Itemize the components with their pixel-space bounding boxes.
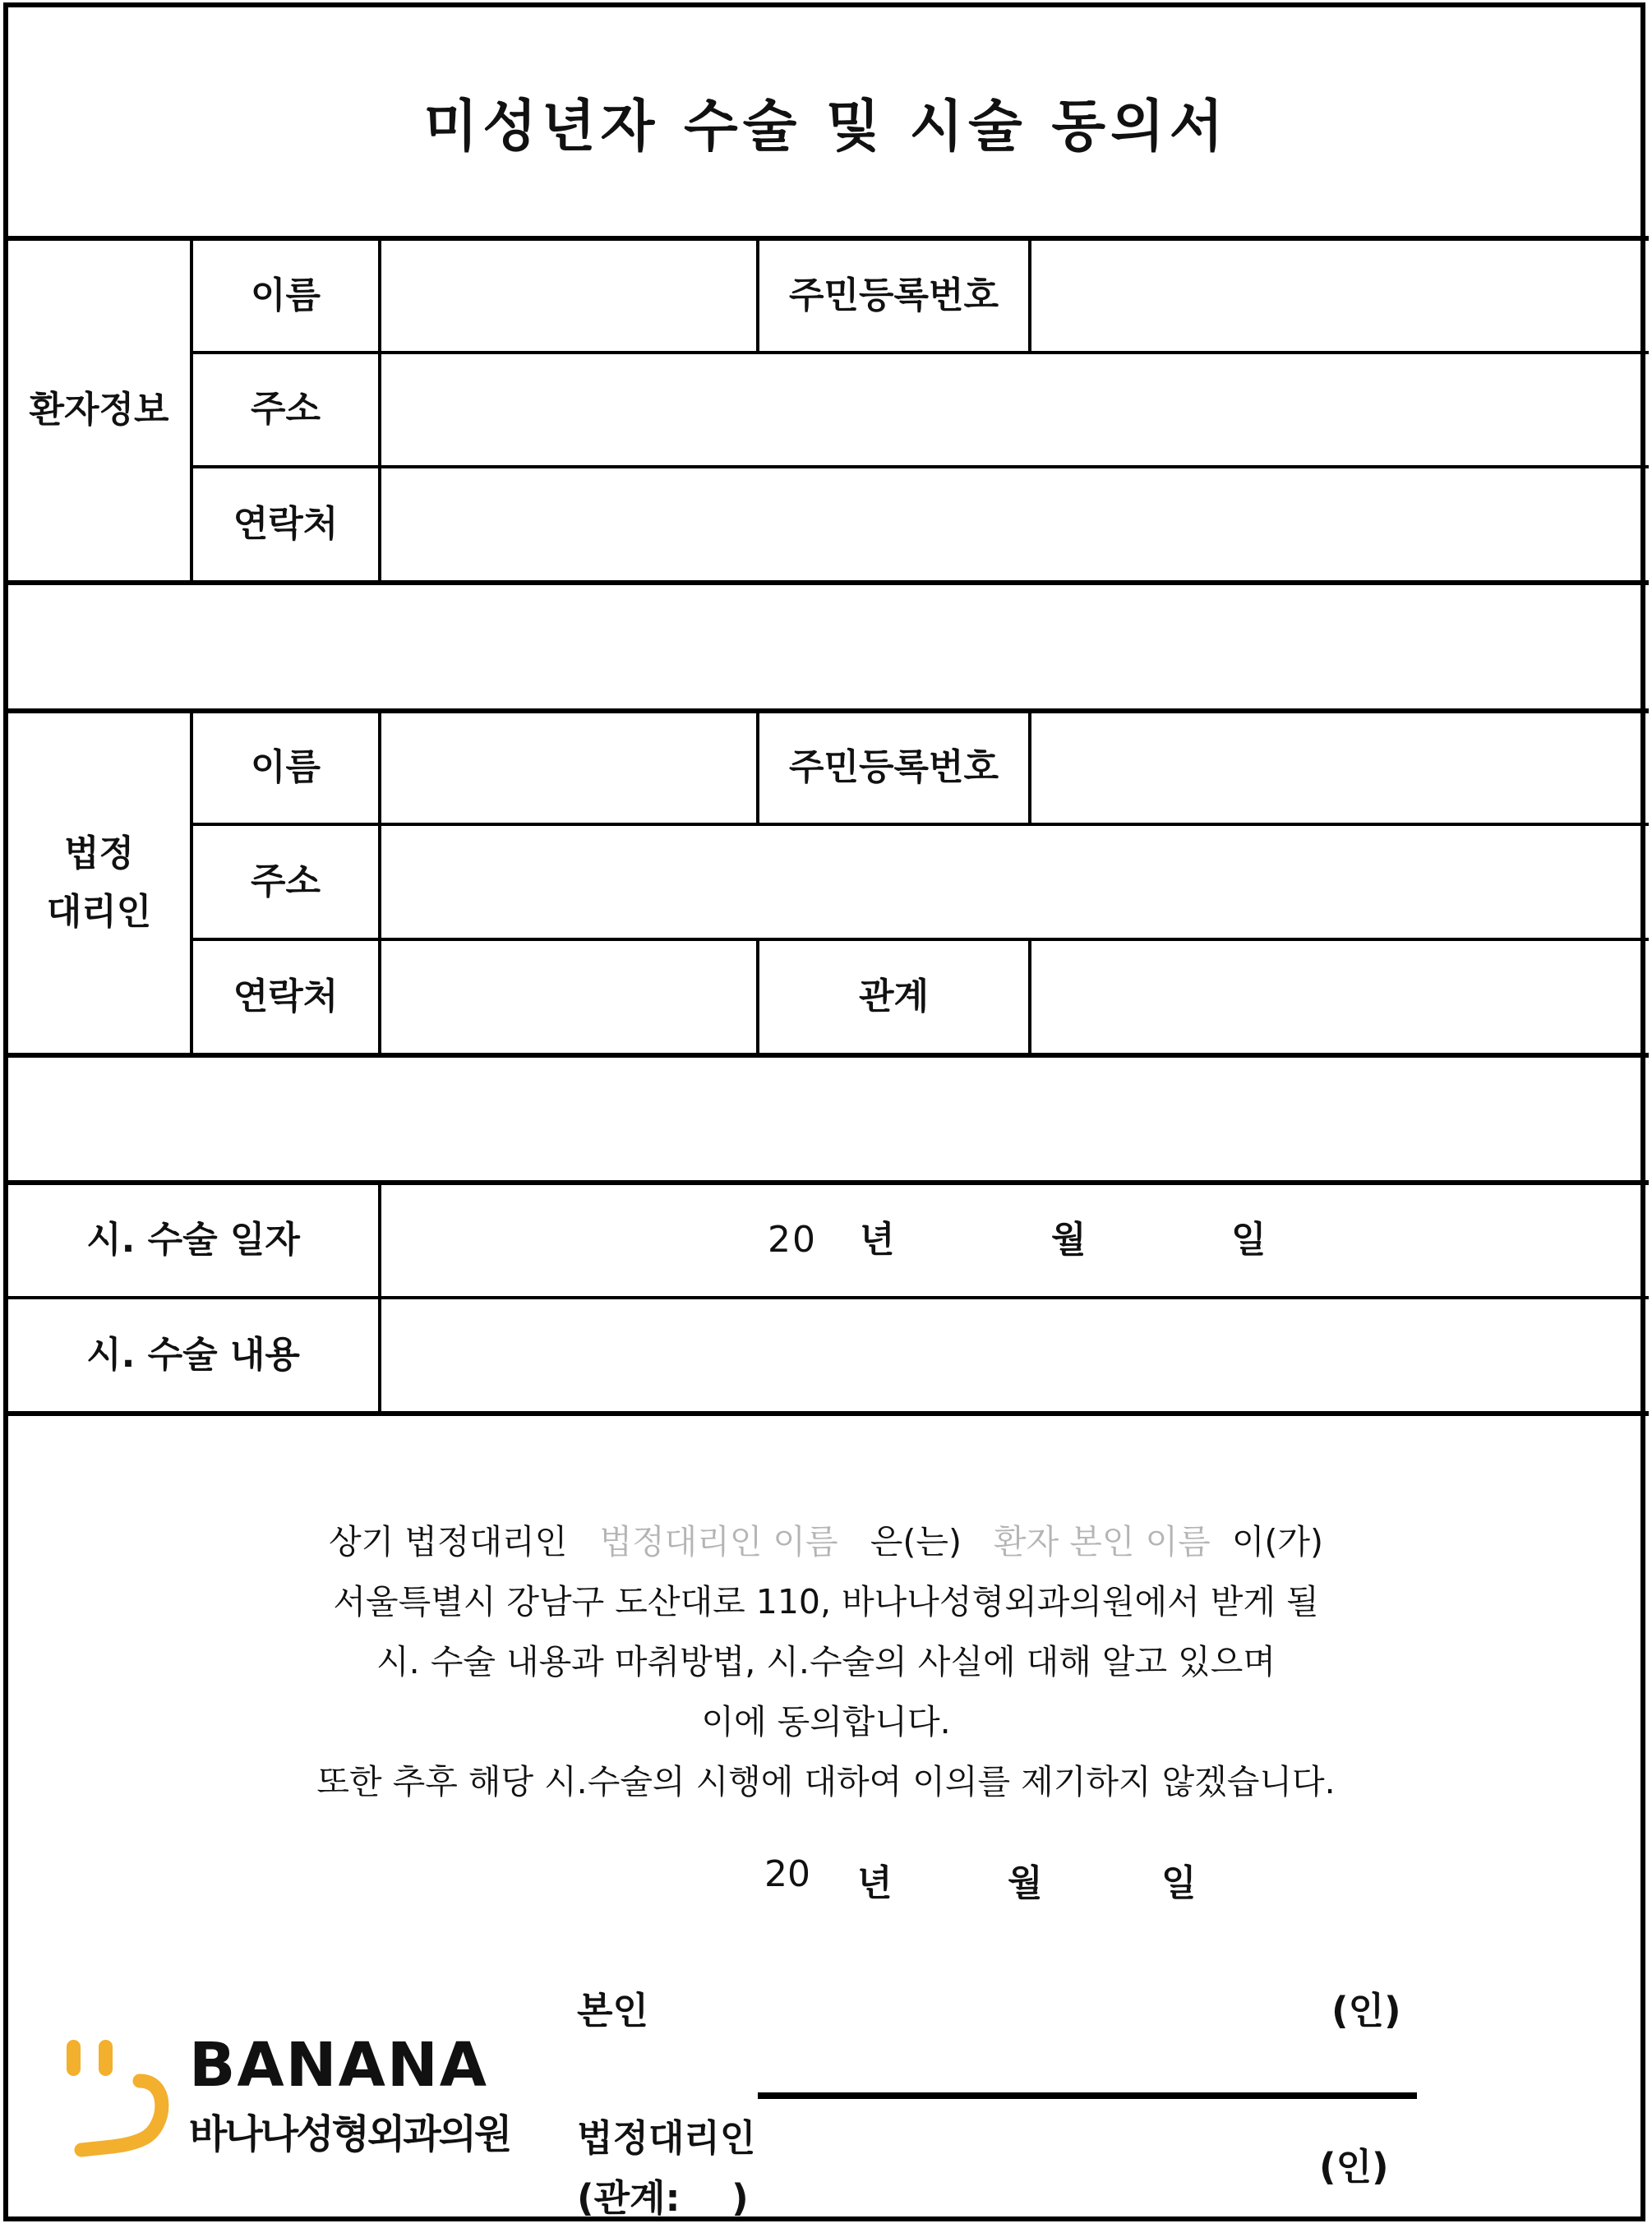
declaration-line1 [0, 1512, 1652, 1572]
banana-logo-icon [62, 2030, 173, 2161]
patient-section-heading: 환자정보 [29, 389, 169, 431]
declaration-line2: 서울특별시 강남구 도산대로 110, 바나나성형외과의원에서 받게 될 [333, 1582, 1319, 1621]
guardian-heading-line2: 대리인 [46, 890, 152, 933]
patient-name-placeholder[interactable]: 환자 본인 이름 [994, 1522, 1211, 1561]
sign-date-year: 20 [764, 1853, 810, 1895]
guardian-contact-label: 연락처 [233, 975, 339, 1017]
procedure-date-day-unit: 일 [1231, 1219, 1268, 1262]
divider [3, 1411, 1649, 1416]
patient-address-label: 주소 [250, 388, 321, 431]
guardian-name-placeholder[interactable]: 법정대리인 이름 [599, 1522, 838, 1561]
guardian-signature-label: 법정대리인 [577, 2116, 756, 2160]
sign-date-month-unit: 월 [1008, 1862, 1043, 1904]
patient-address-field[interactable] [381, 354, 1644, 465]
guardian-contact-field[interactable] [381, 941, 756, 1053]
logo-brand-en: BANANA [189, 2030, 489, 2101]
signature-line [758, 2092, 1417, 2099]
guardian-heading-line1: 법정 [63, 833, 134, 875]
document-title: 미성년자 수술 및 시술 동의서 [423, 95, 1229, 159]
declaration-text: 은(는) [870, 1522, 962, 1561]
procedure-date-field[interactable] [381, 1185, 1644, 1296]
procedure-date-year-unit: 년 [860, 1219, 897, 1262]
procedure-date-year: 20 [768, 1219, 817, 1262]
procedure-date-month-unit: 월 [1051, 1219, 1088, 1262]
sign-date-day-unit: 일 [1161, 1862, 1197, 1904]
self-signature-label: 본인 [577, 1989, 648, 2032]
procedure-date-label: 시. 수술 일자 [86, 1219, 300, 1262]
procedure-content-field[interactable] [381, 1299, 1644, 1411]
guardian-address-field[interactable] [381, 826, 1644, 938]
divider [3, 1053, 1649, 1058]
sign-date-year-unit: 년 [857, 1862, 893, 1904]
self-seal-mark[interactable]: (인) [1331, 1989, 1401, 2032]
divider [3, 580, 1649, 585]
patient-name-label: 이름 [250, 274, 321, 316]
patient-rrn-field[interactable] [1031, 241, 1644, 351]
guardian-rrn-field[interactable] [1031, 713, 1644, 823]
guardian-rrn-label: 주민등록번호 [788, 746, 999, 789]
guardian-section-heading [8, 713, 190, 1053]
patient-contact-field[interactable] [381, 468, 1644, 580]
declaration-line5: 또한 추후 해당 시.수술의 시행에 대하여 이의를 제기하지 않겠습니다. [316, 1762, 1336, 1801]
guardian-relation-label: 관계 [858, 975, 929, 1017]
declaration-text: 이(가) [1231, 1522, 1324, 1561]
patient-contact-label: 연락처 [233, 502, 339, 545]
procedure-content-label: 시. 수술 내용 [86, 1333, 300, 1376]
declaration-line3: 시. 수술 내용과 마취방법, 시.수술의 사실에 대해 알고 있으며 [376, 1642, 1276, 1681]
guardian-address-label: 주소 [250, 860, 321, 902]
patient-name-field[interactable] [381, 241, 756, 351]
sign-date[interactable] [0, 1853, 1652, 1911]
guardian-relation-note: (관계: ) [577, 2176, 749, 2220]
patient-rrn-label: 주민등록번호 [788, 274, 999, 316]
guardian-relation-field[interactable] [1031, 941, 1644, 1053]
guardian-name-field[interactable] [381, 713, 756, 823]
declaration-line4: 이에 동의합니다. [701, 1702, 951, 1741]
guardian-seal-mark[interactable]: (인) [1319, 2145, 1389, 2189]
guardian-name-label: 이름 [250, 746, 321, 789]
logo-brand-ko: 바나나성형외과의원 [189, 2111, 510, 2157]
declaration-text: 상기 법정대리인 [328, 1522, 568, 1561]
